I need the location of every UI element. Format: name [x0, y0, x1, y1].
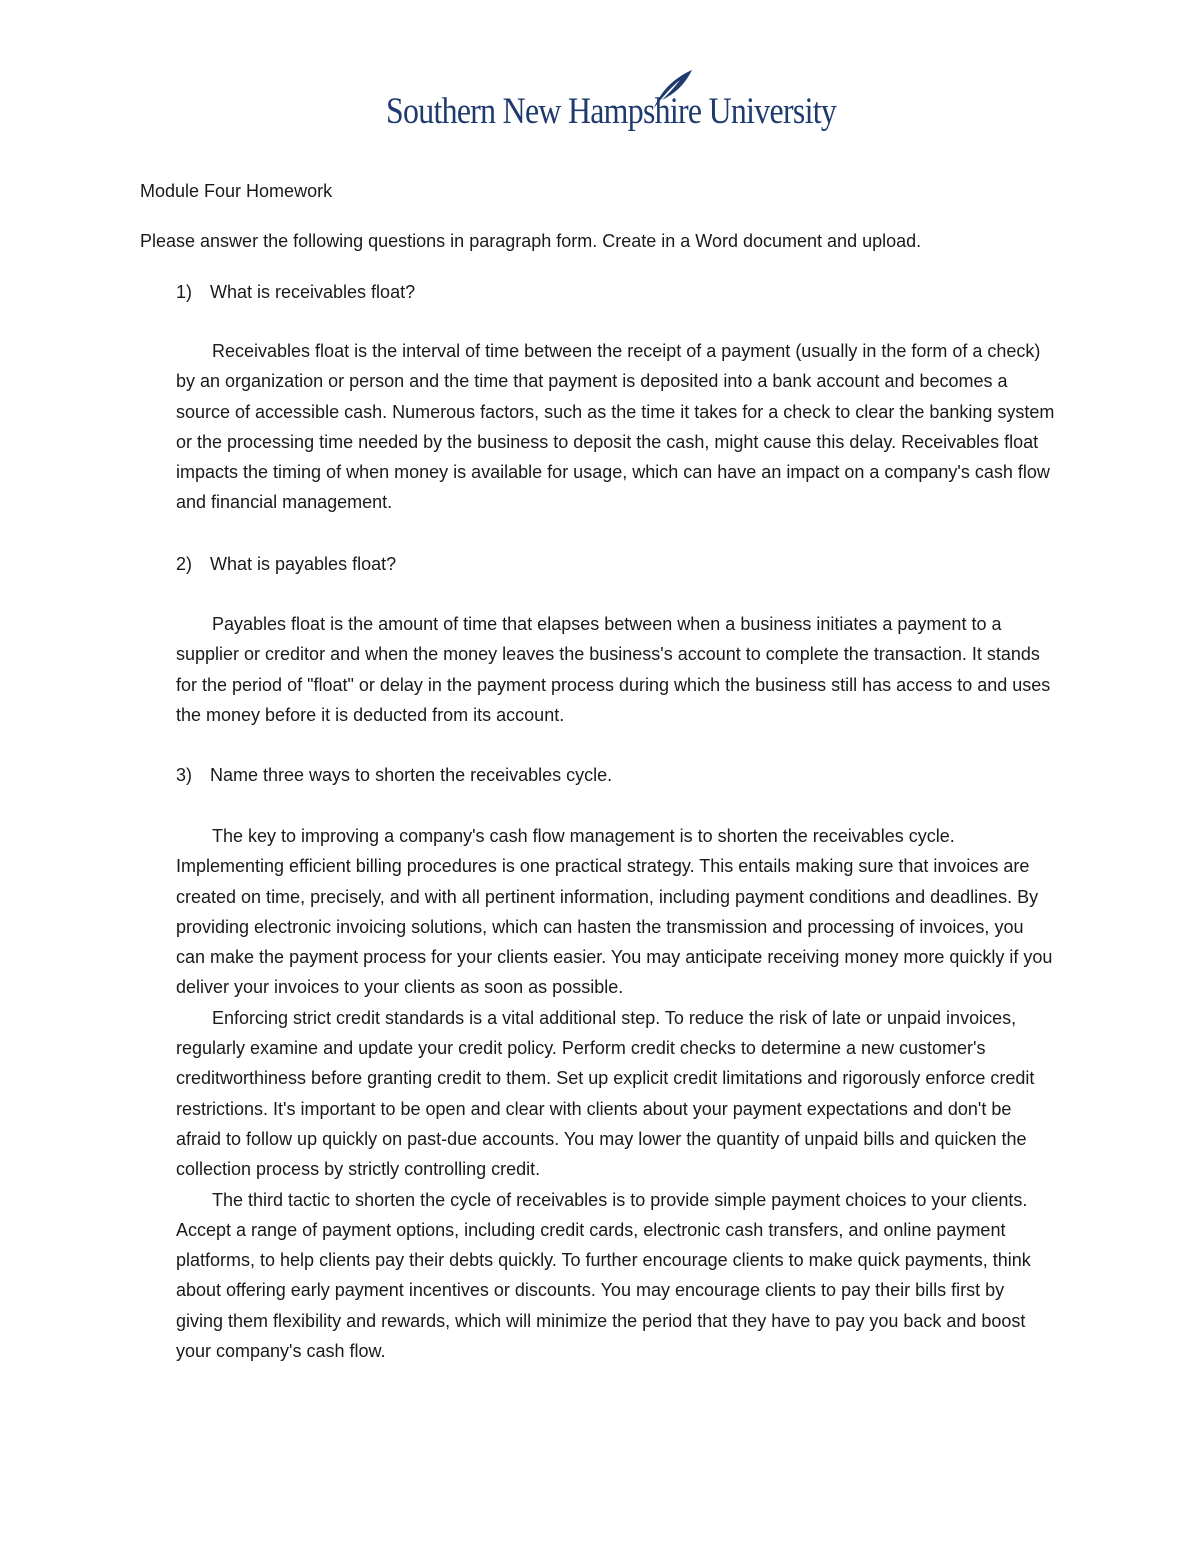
answer-2	[176, 609, 1056, 730]
question-number: 3)	[176, 765, 193, 785]
logo-text: Southern New Hampshire University	[386, 91, 837, 132]
answer-1	[176, 336, 1056, 518]
question-text: What is payables float?	[210, 554, 397, 574]
question-2	[140, 549, 396, 579]
answer-paragraph: Receivables float is the interval of time between the receipt of a payment (usually in the form of a check) by an organization or person and the time that payment is deposited into a bank account and becomes a source of accessible cash. Numerous factors, such as the time it takes for a check to clear the banking system or the processing time needed by the business to deposit the cash, might cause this delay. Receivables float impacts the timing of when money is available for usage, which can have an impact on a company's cash flow and financial management.	[176, 341, 1055, 513]
answer-paragraph: The third tactic to shorten the cycle of receivables is to provide simple payment choices to your clients. Accept a range of payment options, including credit cards, electronic cash transfers, and online payment platforms, to help clients pay their debts quickly. To further encourage clients to make quick payments, think about offering early payment incentives or discounts. You may encourage clients to pay their bills first by giving them flexibility and rewards, which will minimize the period that they have to pay you back and boost your company's cash flow.	[176, 1189, 1031, 1362]
instructions-text: Please answer the following questions in paragraph form. Create in a Word document and upload.	[140, 231, 922, 251]
answer-paragraph: Enforcing strict credit standards is a vital additional step. To reduce the risk of late or unpaid invoices, regularly examine and update your credit policy. Perform credit checks to determine a new customer's creditworthiness before granting credit to them. Set up explicit credit limitations and rigorously enforce credit restrictions. It's important to be open and clear with clients about your payment expectations and don't be afraid to follow up quickly on past-due accounts. You may lower the quantity of unpaid bills and quicken the collection process by strictly controlling credit.	[176, 1007, 1035, 1180]
question-number: 1)	[176, 282, 193, 302]
answer-3	[176, 821, 1056, 1366]
answer-paragraph: Payables float is the amount of time that elapses between when a business initiates a payment to a supplier or creditor and when the money leaves the business's account to complete the transaction. It stands for the period of "float" or delay in the payment process during which the business still has access to and uses the money before it is deducted from its account.	[176, 614, 1051, 725]
question-number: 2)	[176, 554, 193, 574]
university-logo	[386, 68, 837, 138]
question-3	[140, 760, 612, 790]
question-1	[140, 277, 415, 307]
question-text: Name three ways to shorten the receivables cycle.	[210, 765, 613, 785]
question-text: What is receivables float?	[210, 282, 416, 302]
answer-paragraph: The key to improving a company's cash flow management is to shorten the receivables cycle. Implementing efficient billing procedures is one practical strategy. This entails making sure that invoices are created on time, precisely, and with all pertinent information, including payment conditions and deadlines. By providing electronic invoicing solutions, which can hasten the transmission and processing of invoices, you can make the payment process for your clients easier. You may anticipate receiving money more quickly if you deliver your invoices to your clients as soon as possible.	[176, 826, 1053, 998]
module-title: Module Four Homework	[140, 181, 333, 201]
